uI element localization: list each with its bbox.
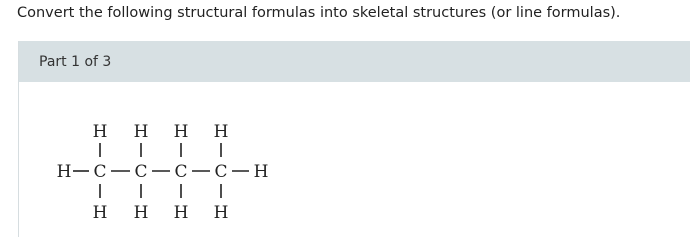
atom-h-top-3: H: [173, 122, 189, 142]
atom-h-bottom-2: H: [133, 203, 149, 223]
part-label: Part 1 of 3: [39, 54, 112, 70]
atom-c-2: C: [134, 162, 148, 182]
atom-h-top-1: H: [92, 122, 108, 142]
instruction-text: Convert the following structural formulas into skeletal structures (or line formulas).: [17, 5, 621, 21]
atom-c-4: C: [214, 162, 228, 182]
atom-h-top-4: H: [213, 122, 229, 142]
atom-h-bottom-1: H: [92, 203, 108, 223]
atom-h-left: H: [56, 162, 72, 182]
atom-h-right: H: [253, 162, 269, 182]
atom-c-1: C: [93, 162, 107, 182]
atom-h-bottom-4: H: [213, 203, 229, 223]
atom-h-top-2: H: [133, 122, 149, 142]
atom-c-3: C: [174, 162, 188, 182]
atom-h-bottom-3: H: [173, 203, 189, 223]
